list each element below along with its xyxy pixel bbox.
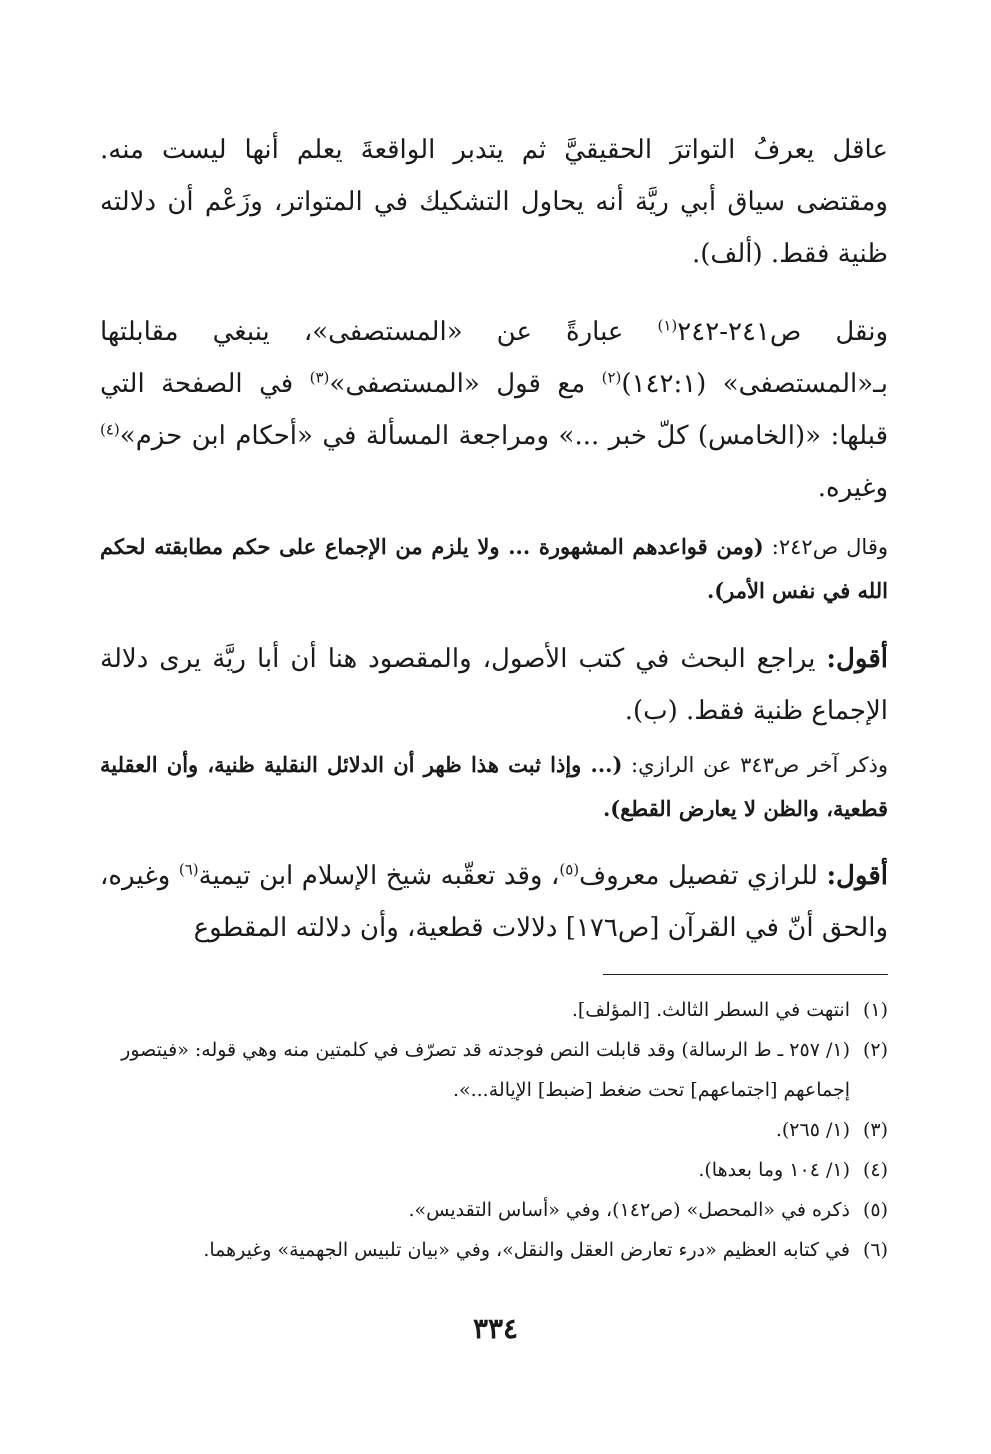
quotation-2-text: (... وإذا ثبت هذا ظهر أن الدلائل النقلية ظنية، وأن العقلية قطعية، والظن لا يعارض القطع). <box>100 752 888 821</box>
paragraph-2-part-5: وغيره. <box>817 473 888 503</box>
footnote-text: (١/ ٢٥٧ ـ ط الرسالة) وقد قابلت النص فوجدته قد تصرّف في كلمتين منه وهي قوله: «فيتصور إجماعهم [اجتماعهم] تحت ضغط [ضبط] الإيالة...». <box>121 1039 850 1101</box>
paragraph-1 <box>100 124 888 280</box>
paragraph-6-part-1: للرازي تفصيل معروف <box>579 861 827 891</box>
paragraph-6 <box>100 850 888 954</box>
quotation-1 <box>100 525 888 613</box>
quotation-1-text: (ومن قواعدهم المشهورة ... ولا يلزم من الإجماع على حكم مطابقته لحكم الله في نفس الأمر). <box>100 534 888 603</box>
footnote-ref-6: (٦) <box>178 860 199 879</box>
footnote-text: (١/ ١٠٤ وما بعدها). <box>698 1159 850 1181</box>
quotation-1-intro: وقال ص٢٤٢: <box>763 535 888 559</box>
footnote-1 <box>100 990 888 1030</box>
paragraph-2-part-1: ونقل ص٢٤١-٢٤٢ <box>677 317 888 347</box>
paragraph-6-part-2: ، وقد تعقّبه شيخ الإسلام ابن تيمية <box>198 861 560 891</box>
footnote-6 <box>100 1230 888 1270</box>
footnote-number: (٢) <box>862 1039 888 1061</box>
paragraph-6-lead: أقول: <box>826 861 889 891</box>
footnote-ref-4: (٤) <box>100 420 120 439</box>
footnote-text: في كتابه العظيم «درء تعارض العقل والنقل»، وفي «بيان تلبيس الجهمية» وغيرهما. <box>203 1239 850 1261</box>
page-number: ٣٣٤ <box>472 1312 519 1345</box>
footnote-ref-1: (١) <box>657 316 678 335</box>
paragraph-5 <box>100 743 888 831</box>
paragraph-1-text: عاقل يعرفُ التواترَ الحقيقيَّ ثم يتدبر الواقعةَ يعلم أنها ليست منه. ومقتضى سياق أبي ريَّة أنه يحاول التشكيك في المتواتر، وزَعْم أن دلالته ظنية فقط. (ألف). <box>100 135 888 269</box>
footnote-divider <box>603 974 888 975</box>
quotation-2 <box>100 743 888 831</box>
paragraph-4-body: يراجع البحث في كتب الأصول، والمقصود هنا أن أبا ريَّة يرى دلالة الإجماع ظنية فقط. (ب). <box>100 644 888 726</box>
footnote-number: (١) <box>862 999 888 1021</box>
footnote-2 <box>100 1030 888 1110</box>
paragraph-4-text <box>100 633 888 737</box>
footnote-number: (٤) <box>862 1159 888 1181</box>
footnote-5 <box>100 1190 888 1230</box>
paragraph-2-text <box>100 306 888 514</box>
footnote-text: (١/ ٢٦٥). <box>775 1119 850 1141</box>
footnotes <box>100 990 888 1270</box>
quotation-2-intro: وذكر آخر ص٣٤٣ عن الرازي: <box>622 753 888 777</box>
footnote-ref-5: (٥) <box>559 860 580 879</box>
paragraph-4 <box>100 633 888 737</box>
footnote-text: ذكره في «المحصل» (ص١٤٢)، وفي «أساس التقديس». <box>408 1199 850 1221</box>
paragraph-6-text <box>100 850 888 954</box>
footnote-ref-3: (٣) <box>309 368 330 387</box>
paragraph-2-part-3: مع قول «المستصفى» <box>329 369 602 399</box>
paragraph-2-part-4: في الصفحة التي قبلها: «(الخامس) كلّ خبر ...» ومراجعة المسألة في «أحكام ابن حزم» <box>100 369 888 451</box>
paragraph-4-lead: أقول: <box>826 644 888 674</box>
footnote-4 <box>100 1150 888 1190</box>
footnote-3 <box>100 1110 888 1150</box>
footnote-text: انتهت في السطر الثالث. [المؤلف]. <box>571 999 850 1021</box>
paragraph-3 <box>100 525 888 613</box>
footnote-number: (٥) <box>862 1199 888 1221</box>
footnote-ref-2: (٢) <box>601 368 622 387</box>
paragraph-2 <box>100 306 888 514</box>
paragraph-6-part-3: وغيره، والحق أنّ في القرآن [ص١٧٦] دلالات قطعية، وأن دلالته المقطوع <box>100 861 888 943</box>
footnote-number: (٣) <box>862 1119 888 1141</box>
footnote-number: (٦) <box>862 1239 888 1261</box>
paragraph-2-part-2: عبارةً عن «المستصفى»، ينبغي مقابلتها بـ«المستصفى» (١٤٢:١) <box>100 317 888 399</box>
